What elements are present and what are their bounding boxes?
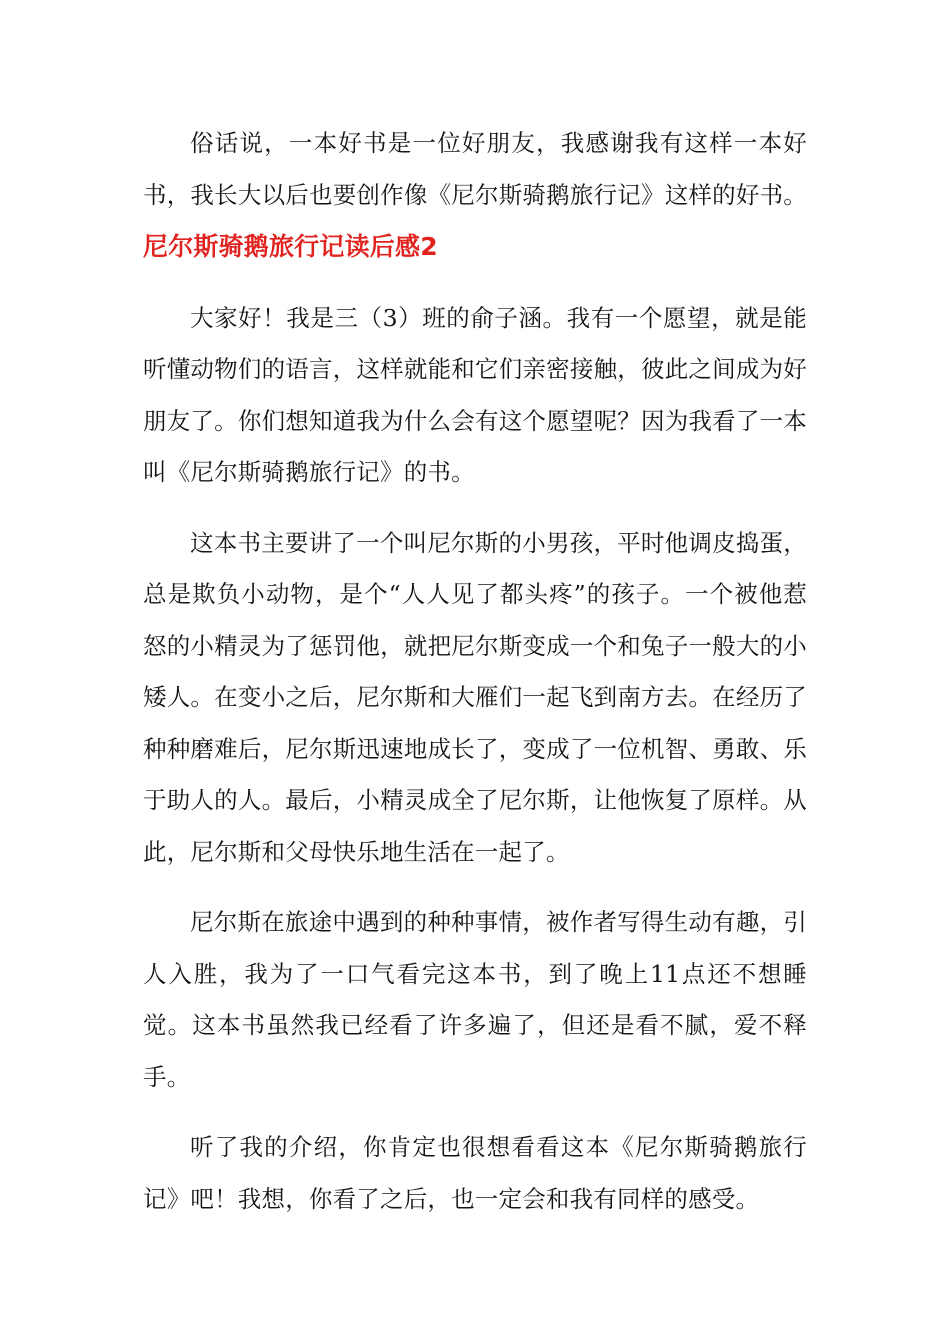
paragraph-1-text: 俗话说，一本好书是一位好朋友，我感谢我有这样一本好书，我长大以后也要创作像《尼尔斯骑鹅旅行记》这样的好书。	[143, 129, 807, 209]
document-body	[143, 118, 807, 1225]
paragraph-3: 这本书主要讲了一个叫尼尔斯的小男孩，平时他调皮捣蛋，总是欺负小动物，是个“人人见了都头疼”的孩子。一个被他惹怒的小精灵为了惩罚他，就把尼尔斯变成一个和兔子一般大的小矮人。在变小之后，尼尔斯和大雁们一起飞到南方去。在经历了种种磨难后，尼尔斯迅速地成长了，变成了一位机智、勇敢、乐于助人的人。最后，小精灵成全了尼尔斯，让他恢复了原样。从此，尼尔斯和父母快乐地生活在一起了。	[143, 528, 807, 866]
paragraph-2: 大家好！我是三（3）班的俞子涵。我有一个愿望，就是能听懂动物们的语言，这样就能和它们亲密接触，彼此之间成为好朋友了。你们想知道我为什么会有这个愿望呢？因为我看了一本叫《尼尔斯骑鹅旅行记》的书。	[143, 303, 807, 486]
paragraph-gap	[143, 274, 807, 293]
essay-heading: 尼尔斯骑鹅旅行记读后感2	[143, 232, 438, 261]
paragraph-1	[143, 118, 807, 274]
paragraph-gap	[143, 878, 807, 897]
paragraph-5: 听了我的介绍，你肯定也很想看看这本《尼尔斯骑鹅旅行记》吧！我想，你看了之后，也一定会和我有同样的感受。	[143, 1133, 807, 1213]
paragraph-gap	[143, 499, 807, 518]
paragraph-gap	[143, 1103, 807, 1122]
paragraph-4: 尼尔斯在旅途中遇到的种种事情，被作者写得生动有趣，引人入胜，我为了一口气看完这本书，到了晚上11点还不想睡觉。这本书虽然我已经看了许多遍了，但还是看不腻，爱不释手。	[143, 908, 807, 1091]
